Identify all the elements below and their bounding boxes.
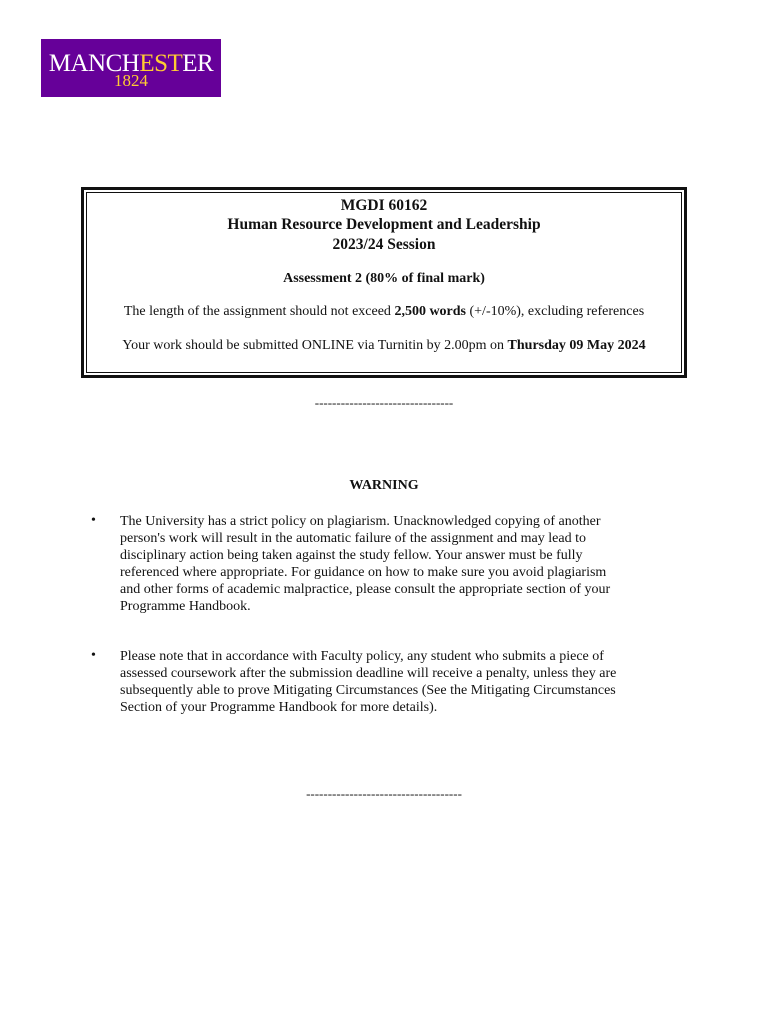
assessment-weight: Assessment 2 (80% of final mark) [283, 271, 485, 286]
plagiarism-policy-paragraph: The University has a strict policy on plagiarism. Unacknowledged copying of another person's work will result in the automatic failure of the assignment and may lead to disciplinary action being taken against the study fellow. Your answer must be fully referenced where appropriate. For guidance on how to make sure you avoid plagiarism and other forms of academic malpractice, please consult the appropriate section of your Programme Handbook. [120, 514, 611, 614]
separator-line: ------------------------------------ [306, 786, 462, 801]
submission-deadline-text: Your work should be submitted ONLINE via Turnitin by 2.00pm on Thursday 09 May 2024 [122, 338, 646, 353]
university-logo [41, 39, 221, 97]
logo-wordmark: MANCHESTER [48, 50, 214, 77]
bullet-marker: • [91, 513, 96, 528]
late-submission-policy-paragraph: Please note that in accordance with Faculty policy, any student who submits a piece of assessed coursework after the submission deadline will receive a penalty, unless they are subsequently able to prove Mitigating Circumstances (See the Mitigating Circumstances Section of your Programme Handbook for more details). [120, 649, 617, 715]
course-code: MGDI 60162 [340, 197, 428, 214]
logo-year: 1824 [114, 71, 148, 90]
course-title: Human Resource Development and Leadership [227, 216, 541, 233]
bullet-marker: • [91, 648, 96, 663]
separator-line: -------------------------------- [314, 395, 454, 410]
session-label: 2023/24 Session [332, 236, 436, 253]
warning-heading: WARNING [349, 478, 419, 493]
word-limit-text: The length of the assignment should not exceed 2,500 words (+/-10%), excluding references [123, 304, 645, 319]
